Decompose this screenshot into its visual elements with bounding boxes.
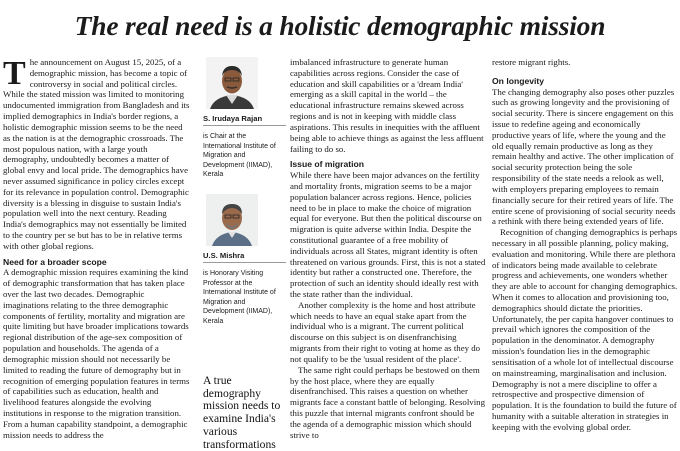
author-photo-rajan <box>206 57 258 109</box>
paragraph: restore migrant rights. <box>492 57 571 67</box>
author-bio: is Honorary Visiting Professor at the International Institute of Migration and Development (IIMAD), Kerala <box>203 269 276 325</box>
column-4 <box>492 57 679 442</box>
subhead-longevity: On longevity <box>492 75 545 86</box>
pull-quote: A true demography mission needs to examine India's various transformations <box>203 374 281 451</box>
column-3 <box>290 57 486 442</box>
intro-text: he announcement on August 15, 2025, of a demographic mission, has become a topic of controversy in social and political circles. While the stated mission was limited to monitoring undocumented immigration from Bangladesh and its implied demographics in India's border regions, a holistic demographic mission seems to be the need as the nation is at the demographic crossroads. The most populous nation, with a large youth demography, undoubtedly becomes a matter of global envy and local pride. The demographics have never assumed significance in policy circles except for its relevance in population control. Demographic diversity is a blessing in disguise to sustain India's population well into the next century. Reading India's demographics may not essentially be limited to the country per se but has to be in relative terms with other global regions. <box>3 57 190 251</box>
paragraph: The same right could perhaps be bestowed on them by the host place, where they are equally disenfranchised. This raises a question on whether migrants face a constant battle of belonging. Resolving this puzzle that internal migrants confront should be the agenda of a demographic mission which should strive to <box>290 364 486 440</box>
column-2-authors <box>203 57 286 451</box>
paragraph: A demographic mission requires examining the kind of demographic transformation that has taken place over the last two decades. Demographic imaginations relating to the three demographic components of fertility, mortality and migration are quite limiting but have broader implications towards regional distribution of the age-sex composition of population and households. The agenda of a demographic mission should not necessarily be limited to reading the future of demography but in recognition of emerging population features in terms of capabilities such as education, health and livelihood features alongside the evolving institutions in response to the migration transition. From a human capability standpoint, a demographic mission needs to address the <box>3 267 190 440</box>
drop-cap: T <box>3 55 26 92</box>
subhead-broader-scope: Need for a broader scope <box>3 256 107 267</box>
column-1 <box>3 57 190 442</box>
subhead-migration: Issue of migration <box>290 159 365 170</box>
intro-paragraph <box>3 57 190 252</box>
author-name: S. Irudaya Rajan <box>203 114 286 126</box>
paragraph: The changing demography also poses other puzzles such as growing longevity and the provisioning of social security. There is sincere engagement on this issue to redefine ageing and economically productive years of life, where the young and the old equally remain productive as long as they remain healthy and active. The other implication of social security protection being the sole responsibility of the state needs a relook as well, with employers preparing employees to remain financially secure for their retired years of life. The entire scene of provisioning of social security needs a rethink with there being extended years of life. <box>492 86 676 227</box>
author-bio: is Chair at the International Institute of Migration and Development (IIMAD), Kerala <box>203 133 276 179</box>
paragraph: Another complexity is the home and host attribute which needs to have an equal stake apart from the individual who is a migrant. The current political discourse on this subject is on disenfranchising migrants from their right to voting at home as they do not qualify to be the 'usual resident of the place'. <box>290 299 481 364</box>
paragraph: Recognition of changing demographics is perhaps necessary in all possible planning, policy making, evaluation and monitoring. While there are plethora of indicators being made available to celebrate progress and achievements, one wonders whether they are able to account for changing demographics. When it comes to allocation and provisioning too, demographics should dictate the priorities. Unfortunately, the per capita hangover continues to prevail which ignores the composition of the population in the denominator. A demography mission's foundation lies in the demographic sensitisation of a whole lot of intellectual discourse on mainstreaming, marginalisation and inclusion. Demography is not a mere discipline to offer a retrospective and prospective dimension of population. It is the foundation to build the future of humanity with a suitable alteration in strategies in keeping with the evolving global order. <box>492 227 678 432</box>
paragraph: imbalanced infrastructure to generate human capabilities across regions. Consider the case of education and skill capabilities or a 'dream India' emerging as a skill capital in the world – the educational infrastructure remains skewed across regions and is not in keeping with middle class aspirations. This results in inequities with the affluent being able to achieve things as against the less affluent failing to do so. <box>290 57 484 154</box>
author-photo-mishra <box>206 194 258 246</box>
headline: The real need is a holistic demographic mission <box>74 10 606 41</box>
paragraph: While there have been major advances on the fertility and mortality fronts, migration seems to be a major population balancer across regions. Hence, policies need to be in place to make the choice of migration equal for everyone. But then the political discourse on migration is quite adverse within India. Despite the constitutional guarantee of a free mobility of individuals across all States, migrant identity is often threatened on various grounds. First, this is not a stated identity but rather a constructed one. Therefore, the protection of such an identity should ideally rest with the state rather than the individual. <box>290 170 486 300</box>
author-name: U.S. Mishra <box>203 251 286 263</box>
